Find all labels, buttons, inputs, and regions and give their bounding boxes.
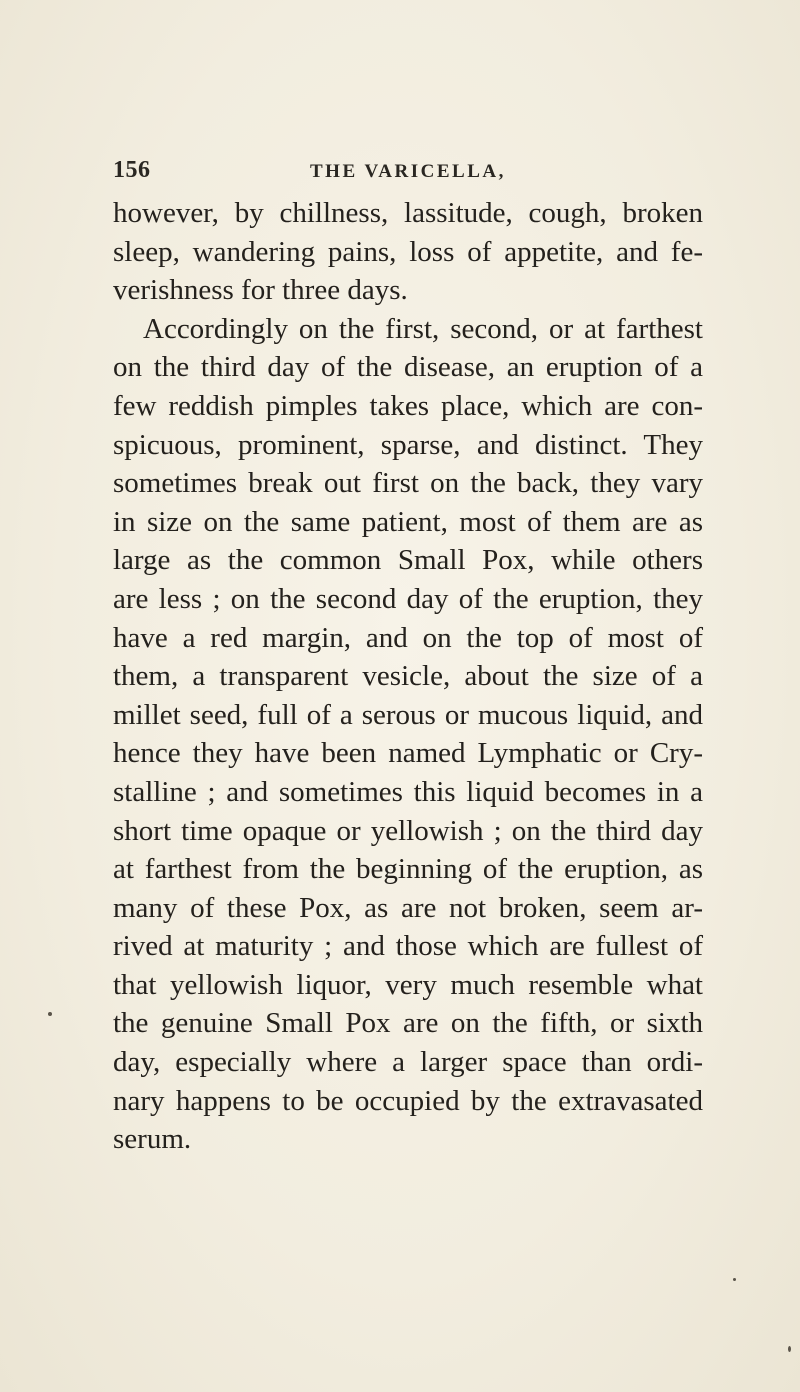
- text-line: them, a transparent vesicle, about the size of a: [113, 660, 703, 693]
- text-line: stalline ; and sometimes this liquid becomes in a: [113, 775, 703, 808]
- text-line: hence they have been named Lymphatic or Cry-: [113, 737, 703, 770]
- text-line: verishness for three days.: [113, 274, 408, 307]
- text-line: on the third day of the disease, an eruption of a: [113, 351, 703, 384]
- text-line: that yellowish liquor, very much resemble what: [113, 968, 703, 1001]
- text-line: short time opaque or yellowish ; on the third day: [113, 814, 703, 847]
- text-line: at farthest from the beginning of the eruption, as: [113, 853, 703, 886]
- body-text: [113, 194, 703, 1159]
- text-line: nary happens to be occupied by the extravasated: [113, 1084, 703, 1117]
- text-line: many of these Pox, as are not broken, seem ar-: [113, 891, 703, 924]
- text-line: large as the common Small Pox, while others: [113, 544, 703, 577]
- text-line: are less ; on the second day of the eruption, they: [113, 582, 703, 615]
- text-line: sometimes break out first on the back, they vary: [113, 467, 703, 500]
- text-line: millet seed, full of a serous or mucous liquid, and: [113, 698, 703, 731]
- text-line: spicuous, prominent, sparse, and distinct. They: [113, 428, 703, 461]
- paper-speck: [733, 1278, 736, 1281]
- text-line: sleep, wandering pains, loss of appetite, and fe-: [113, 235, 703, 268]
- text-line: in size on the same patient, most of them are as: [113, 505, 703, 538]
- paragraph-start-line: Accordingly on the first, second, or at farthest: [143, 312, 703, 345]
- page-number: 156: [113, 157, 151, 183]
- paper-speck: [788, 1346, 791, 1352]
- text-line: serum.: [113, 1123, 192, 1156]
- paper-speck: [48, 1012, 52, 1016]
- text-line: few reddish pimples takes place, which are con-: [113, 389, 703, 422]
- text-line: have a red margin, and on the top of most of: [113, 621, 703, 654]
- chapter-title: THE VARICELLA,: [310, 161, 506, 182]
- text-line: however, by chillness, lassitude, cough, broken: [113, 197, 703, 229]
- text-line: rived at maturity ; and those which are fullest of: [113, 930, 703, 963]
- running-header: [113, 157, 673, 187]
- text-line: the genuine Small Pox are on the fifth, or sixth: [113, 1007, 703, 1040]
- text-line: day, especially where a larger space than ordi-: [113, 1046, 703, 1079]
